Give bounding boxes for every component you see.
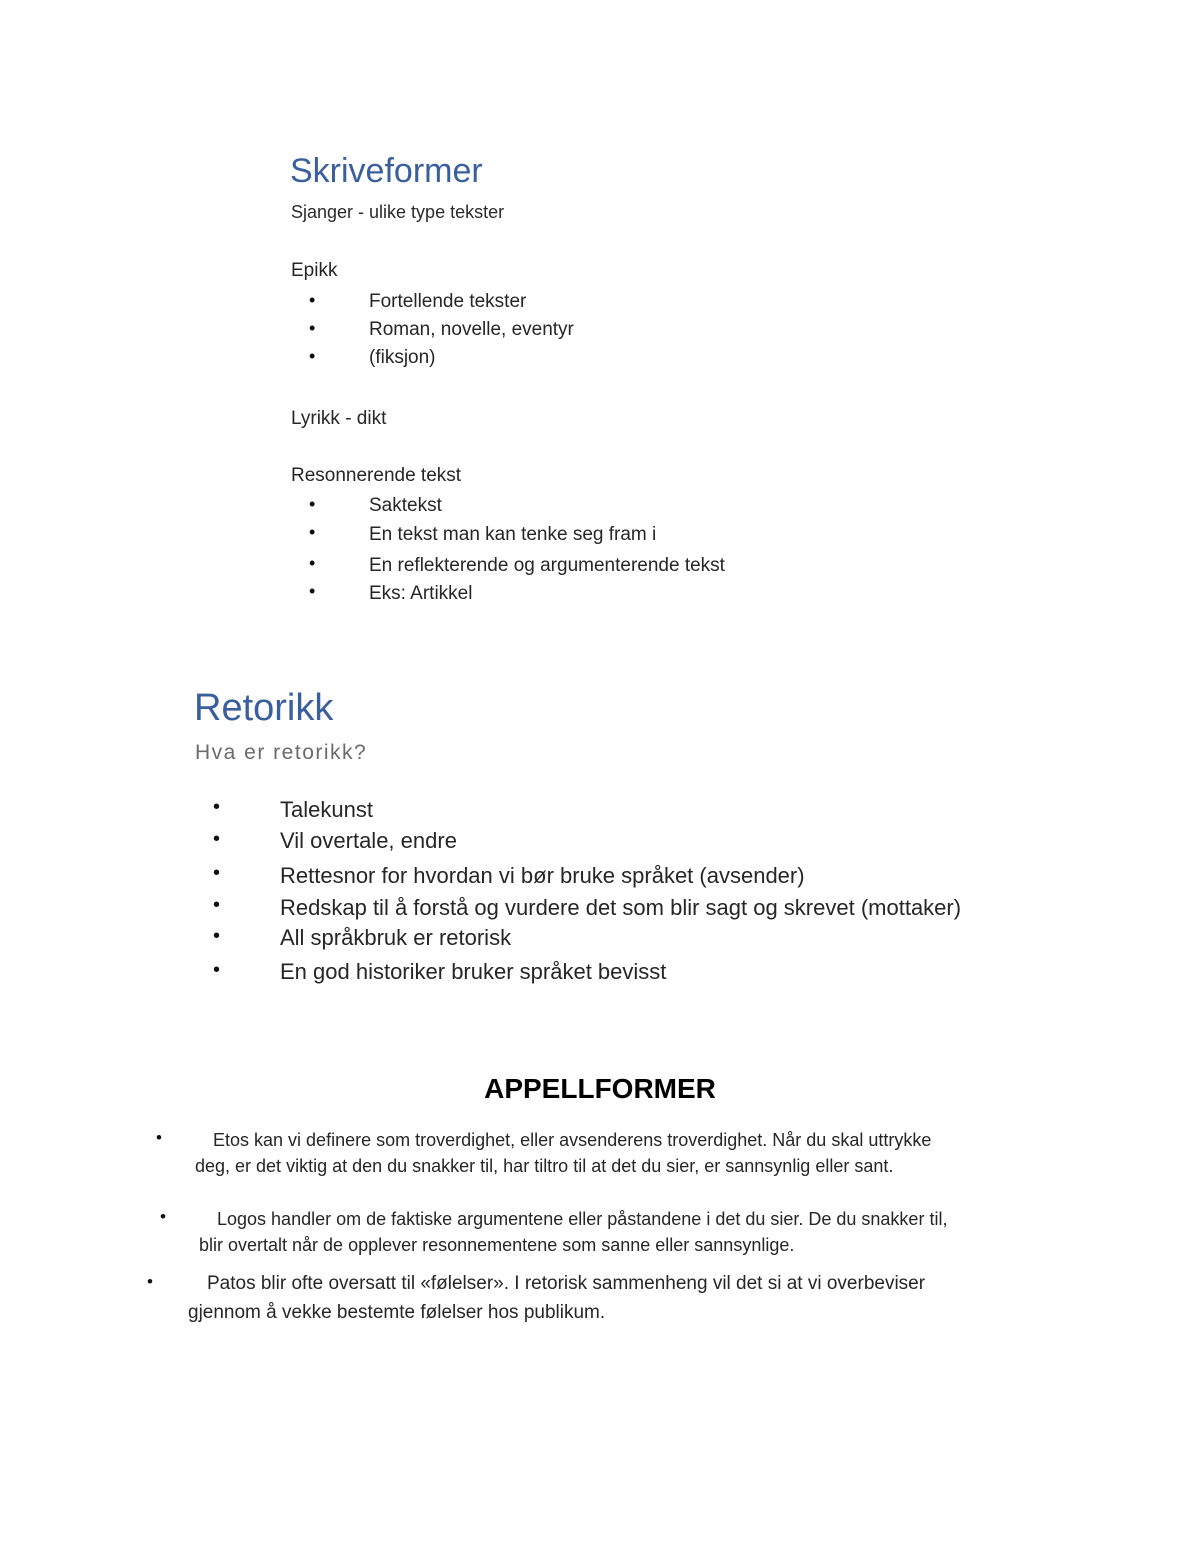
bullet: • [309, 494, 316, 514]
retorikk-item: Vil overtale, endre [280, 828, 457, 853]
bullet: • [309, 581, 316, 601]
epikk-item: (fiksjon) [369, 347, 436, 368]
bullet: • [213, 959, 221, 981]
section-subtitle-skriveformer: Sjanger - ulike type tekster [291, 202, 505, 222]
appell-patos-line: gjennom å vekke bestemte følelser hos publikum. [188, 1302, 606, 1323]
bullet: • [309, 346, 316, 366]
appell-logos-line: blir overtalt når de opplever resonnementene som sanne eller sannsynlige. [199, 1235, 795, 1255]
resonnerende-item: En tekst man kan tenke seg fram i [369, 524, 657, 545]
bullet: • [213, 894, 221, 916]
retorikk-item: All språkbruk er retorisk [280, 925, 512, 950]
resonnerende-item: Eks: Artikkel [369, 583, 473, 604]
appell-etos-line: deg, er det viktig at den du snakker til, har tiltro til at det du sier, er sannsynlig eller sant. [195, 1156, 894, 1176]
bullet: • [309, 522, 316, 542]
bullet: • [309, 290, 316, 310]
resonnerende-item: Saktekst [369, 495, 442, 516]
bullet: • [309, 553, 316, 573]
bullet: • [156, 1128, 162, 1147]
retorikk-item: Redskap til å forstå og vurdere det som blir sagt og skrevet (mottaker) [280, 895, 962, 920]
appell-patos-line: Patos blir ofte oversatt til «følelser». I retorisk sammenheng vil det si at vi overbeviser [207, 1273, 926, 1294]
resonnerende-item: En reflekterende og argumenterende tekst [369, 555, 725, 576]
retorikk-item: Talekunst [280, 797, 373, 822]
epikk-item: Roman, novelle, eventyr [369, 319, 574, 340]
bullet: • [213, 796, 221, 818]
epikk-item: Fortellende tekster [369, 291, 527, 312]
section-title-skriveformer: Skriveformer [290, 152, 483, 190]
bullet: • [213, 925, 221, 947]
retorikk-item: Rettesnor for hvordan vi bør bruke språket (avsender) [280, 863, 805, 888]
section-title-appellformer: APPELLFORMER [484, 1073, 716, 1104]
resonnerende-heading: Resonnerende tekst [291, 465, 462, 486]
retorikk-item: En god historiker bruker språket bevisst [280, 959, 667, 984]
bullet: • [147, 1272, 153, 1291]
appell-logos-line: Logos handler om de faktiske argumentene eller påstandene i det du sier. De du snakker til, [217, 1209, 948, 1229]
section-subtitle-retorikk: Hva er retorikk? [195, 741, 368, 764]
bullet: • [213, 828, 221, 850]
bullet: • [309, 318, 316, 338]
lyrikk-heading: Lyrikk - dikt [291, 408, 387, 429]
bullet: • [213, 862, 221, 884]
epikk-heading: Epikk [291, 260, 338, 281]
bullet: • [160, 1207, 166, 1226]
appell-etos-line: Etos kan vi definere som troverdighet, eller avsenderens troverdighet. Når du skal uttrykke [213, 1130, 932, 1150]
section-title-retorikk: Retorikk [194, 687, 334, 729]
